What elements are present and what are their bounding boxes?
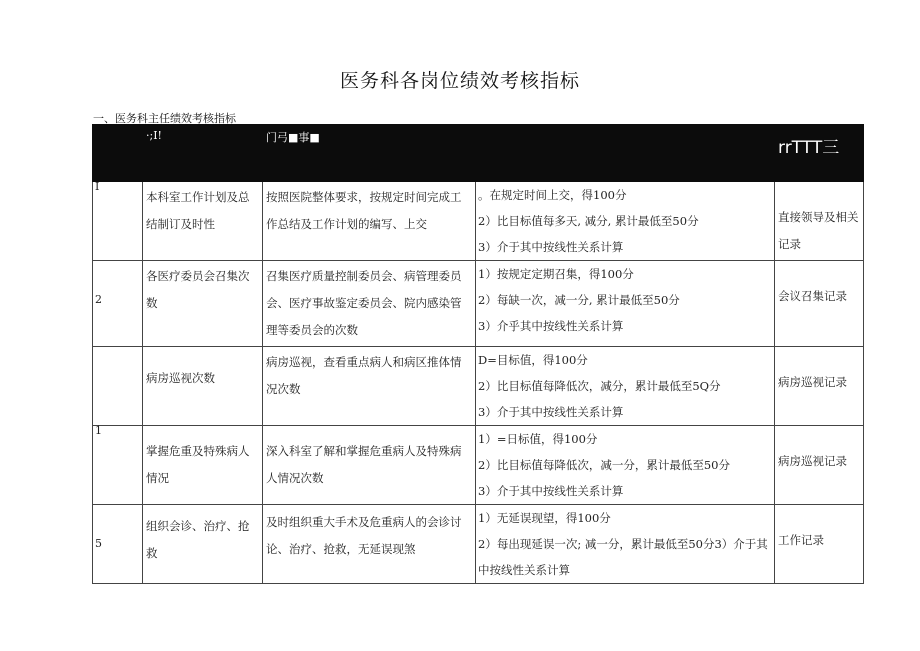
content-cell: [263, 505, 476, 584]
criteria-cell: [476, 505, 775, 584]
content-text: 召集医疗质量控制委员会、病管理委员会、医疗事故鉴定委员会、院内感染管理等委员会的次数: [266, 269, 462, 337]
source-cell: [775, 505, 864, 584]
criteria-line: 2）比目标值每降低次，减一分，累计最低至50分: [478, 458, 730, 472]
header-cell-source: rrTTT三: [775, 125, 864, 182]
criteria-line: 3）介于其中按线性关系计算: [478, 240, 624, 254]
indicator-text: 各医疗委员会召集次数: [146, 269, 250, 310]
source-text: 直接领导及相关记录: [778, 210, 859, 251]
kpi-table: [92, 124, 864, 584]
row-number-cell: [93, 261, 143, 347]
page-title: 医务科各岗位绩效考核指标: [339, 70, 580, 92]
source-text: 工作记录: [778, 533, 824, 547]
row-number-cell: [93, 182, 143, 261]
table-row: [93, 347, 864, 426]
criteria-line: 2）比目标值每降低次，减分，累计最低至5Q分: [478, 379, 721, 393]
source-text: 病房巡视记录: [778, 454, 847, 468]
content-text: 及时组织重大手术及危重病人的会诊讨论、治疗、抢救，无延误现煞: [266, 515, 462, 556]
content-cell: [263, 426, 476, 505]
indicator-text: 本科室工作计划及总结制订及时性: [146, 190, 250, 231]
content-text: 按照医院整体要求，按规定时间完成工作总结及工作计划的编写、上交: [266, 190, 462, 231]
indicator-text: 病房巡视次数: [146, 371, 215, 385]
row-number-cell: [93, 347, 143, 426]
criteria-line: 3）介于其中按线性关系计算: [478, 405, 624, 419]
header-cell-criteria: [476, 125, 775, 182]
header-cell-number: [93, 125, 143, 182]
table-row: [93, 261, 864, 347]
table-header-row: [93, 125, 864, 182]
content-text: 深入科室了解和掌握危重病人及特殊病人情况次数: [266, 444, 462, 485]
indicator-cell: [143, 182, 263, 261]
criteria-line: 2）每出现延误一次; 减一分，累计最低至50分3）介于其中按线性关系计算: [478, 537, 768, 577]
row-number: 2: [95, 293, 102, 306]
content-cell: [263, 182, 476, 261]
criteria-line: 1）=日标值，得100分: [478, 432, 598, 446]
source-cell: [775, 261, 864, 347]
indicator-cell: [143, 505, 263, 584]
content-cell: [263, 347, 476, 426]
indicator-text: 掌握危重及特殊病人情况: [146, 444, 250, 485]
table-row: [93, 426, 864, 505]
table-row: [93, 505, 864, 584]
table-row: [93, 182, 864, 261]
source-text: 会议召集记录: [778, 289, 847, 303]
row-number: 1: [95, 424, 102, 437]
criteria-line: 2）每缺一次，减一分, 累计最低至50分: [478, 293, 680, 307]
criteria-line: 1）无延误现望，得100分: [478, 511, 611, 525]
row-number: I: [95, 180, 100, 193]
indicator-text: 组织会诊、治疗、抢救: [146, 519, 250, 560]
criteria-line: 2）比目标值每多天, 减分, 累计最低至50分: [478, 214, 699, 228]
criteria-cell: [476, 347, 775, 426]
source-text: 病房巡视记录: [778, 375, 847, 389]
row-number-cell: [93, 505, 143, 584]
row-number-cell: [93, 426, 143, 505]
criteria-cell: [476, 261, 775, 347]
indicator-cell: [143, 426, 263, 505]
content-text: 病房巡视，查看重点病人和病区推体情况次数: [266, 355, 462, 396]
header-cell-indicator: ·;I!: [143, 125, 263, 182]
source-cell: [775, 426, 864, 505]
source-cell: [775, 182, 864, 261]
criteria-line: D=目标值，得100分: [478, 353, 588, 367]
indicator-cell: [143, 347, 263, 426]
row-number: 5: [95, 537, 102, 550]
content-cell: [263, 261, 476, 347]
criteria-line: 3）介于其中按线性关系计算: [478, 484, 624, 498]
criteria-cell: [476, 182, 775, 261]
criteria-line: 3）介乎其中按线性关系计算: [478, 319, 624, 333]
criteria-line: 1）按规定定期召集，得100分: [478, 267, 634, 281]
criteria-line: 。在规定时间上交，得100分: [478, 188, 627, 202]
section-title: 一、医务科主任绩效考核指标: [93, 112, 236, 125]
header-cell-content: 门弓■事■: [263, 125, 476, 182]
indicator-cell: [143, 261, 263, 347]
criteria-cell: [476, 426, 775, 505]
source-cell: [775, 347, 864, 426]
